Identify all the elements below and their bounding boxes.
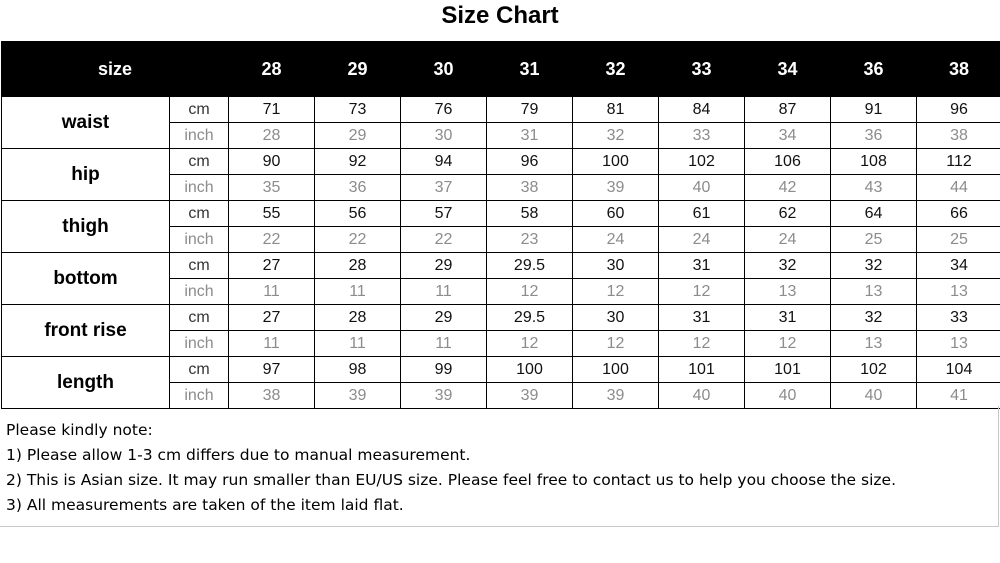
value-cell: 60	[573, 201, 659, 227]
value-cell: 102	[659, 149, 745, 175]
value-cell: 61	[659, 201, 745, 227]
value-cell: 108	[831, 149, 917, 175]
value-cell: 39	[401, 383, 487, 409]
note-item: 1) Please allow 1-3 cm differs due to manual measurement.	[6, 446, 471, 464]
value-cell: 104	[917, 357, 1000, 383]
measurement-row-cm	[2, 253, 1000, 279]
value-cell: 38	[917, 123, 1000, 149]
size-header-cell: 29	[315, 42, 401, 97]
value-cell: 64	[831, 201, 917, 227]
value-cell: 84	[659, 97, 745, 123]
value-cell: 36	[315, 175, 401, 201]
size-header-cell: 33	[659, 42, 745, 97]
value-cell: 12	[659, 279, 745, 305]
value-cell: 25	[831, 227, 917, 253]
value-cell: 22	[401, 227, 487, 253]
value-cell: 40	[745, 383, 831, 409]
value-cell: 30	[401, 123, 487, 149]
size-chart-table	[1, 41, 1000, 409]
measurement-label: hip	[2, 149, 170, 201]
measurement-label: waist	[2, 97, 170, 149]
value-cell: 28	[229, 123, 315, 149]
measurement-row-cm	[2, 305, 1000, 331]
value-cell: 79	[487, 97, 573, 123]
header-row	[2, 42, 1000, 97]
notes-section	[0, 406, 999, 527]
value-cell: 28	[315, 253, 401, 279]
size-header-cell: 38	[917, 42, 1000, 97]
value-cell: 98	[315, 357, 401, 383]
chart-body	[2, 97, 1000, 409]
unit-label: inch	[170, 331, 229, 357]
value-cell: 31	[659, 305, 745, 331]
size-header-cell: 30	[401, 42, 487, 97]
value-cell: 31	[745, 305, 831, 331]
measurement-label: thigh	[2, 201, 170, 253]
value-cell: 58	[487, 201, 573, 227]
value-cell: 12	[745, 331, 831, 357]
value-cell: 12	[659, 331, 745, 357]
value-cell: 23	[487, 227, 573, 253]
notes-heading: Please kindly note:	[6, 421, 153, 439]
value-cell: 12	[487, 279, 573, 305]
value-cell: 30	[573, 253, 659, 279]
unit-label: cm	[170, 357, 229, 383]
value-cell: 36	[831, 123, 917, 149]
value-cell: 11	[315, 331, 401, 357]
value-cell: 100	[487, 357, 573, 383]
value-cell: 39	[573, 383, 659, 409]
note-item: 2) This is Asian size. It may run smaller than EU/US size. Please feel free to contact us to help you choose the size.	[6, 471, 897, 489]
value-cell: 66	[917, 201, 1000, 227]
value-cell: 87	[745, 97, 831, 123]
value-cell: 38	[229, 383, 315, 409]
value-cell: 24	[659, 227, 745, 253]
size-header-cell: 32	[573, 42, 659, 97]
value-cell: 29	[315, 123, 401, 149]
value-cell: 43	[831, 175, 917, 201]
chart-title: Size Chart	[441, 2, 559, 29]
value-cell: 76	[401, 97, 487, 123]
unit-label: cm	[170, 201, 229, 227]
value-cell: 40	[659, 175, 745, 201]
value-cell: 40	[659, 383, 745, 409]
value-cell: 29	[401, 253, 487, 279]
value-cell: 28	[315, 305, 401, 331]
value-cell: 13	[831, 279, 917, 305]
value-cell: 112	[917, 149, 1000, 175]
value-cell: 34	[745, 123, 831, 149]
value-cell: 31	[487, 123, 573, 149]
value-cell: 29	[401, 305, 487, 331]
unit-label: inch	[170, 175, 229, 201]
value-cell: 34	[917, 253, 1000, 279]
value-cell: 73	[315, 97, 401, 123]
value-cell: 38	[487, 175, 573, 201]
value-cell: 33	[917, 305, 1000, 331]
value-cell: 32	[831, 305, 917, 331]
value-cell: 100	[573, 357, 659, 383]
value-cell: 25	[917, 227, 1000, 253]
value-cell: 12	[487, 331, 573, 357]
value-cell: 102	[831, 357, 917, 383]
value-cell: 41	[917, 383, 1000, 409]
value-cell: 13	[831, 331, 917, 357]
value-cell: 100	[573, 149, 659, 175]
value-cell: 92	[315, 149, 401, 175]
value-cell: 32	[831, 253, 917, 279]
value-cell: 11	[315, 279, 401, 305]
value-cell: 24	[745, 227, 831, 253]
size-header-cell: 36	[831, 42, 917, 97]
value-cell: 32	[745, 253, 831, 279]
value-cell: 101	[659, 357, 745, 383]
unit-label: inch	[170, 279, 229, 305]
value-cell: 106	[745, 149, 831, 175]
value-cell: 99	[401, 357, 487, 383]
value-cell: 91	[831, 97, 917, 123]
size-header-cell: 28	[229, 42, 315, 97]
measurement-label: length	[2, 357, 170, 409]
value-cell: 96	[917, 97, 1000, 123]
value-cell: 42	[745, 175, 831, 201]
value-cell: 40	[831, 383, 917, 409]
unit-label: cm	[170, 305, 229, 331]
value-cell: 29.5	[487, 253, 573, 279]
value-cell: 11	[229, 331, 315, 357]
measurement-row-cm	[2, 149, 1000, 175]
value-cell: 97	[229, 357, 315, 383]
measurement-row-cm	[2, 97, 1000, 123]
unit-label: inch	[170, 227, 229, 253]
value-cell: 24	[573, 227, 659, 253]
measurement-row-cm	[2, 357, 1000, 383]
value-cell: 32	[573, 123, 659, 149]
value-cell: 55	[229, 201, 315, 227]
measurement-label: bottom	[2, 253, 170, 305]
value-cell: 57	[401, 201, 487, 227]
unit-label: cm	[170, 97, 229, 123]
unit-label: inch	[170, 383, 229, 409]
size-header-label: size	[2, 42, 229, 97]
value-cell: 62	[745, 201, 831, 227]
value-cell: 11	[229, 279, 315, 305]
value-cell: 29.5	[487, 305, 573, 331]
unit-label: cm	[170, 149, 229, 175]
value-cell: 71	[229, 97, 315, 123]
value-cell: 90	[229, 149, 315, 175]
value-cell: 37	[401, 175, 487, 201]
value-cell: 39	[487, 383, 573, 409]
value-cell: 39	[573, 175, 659, 201]
measurement-row-cm	[2, 201, 1000, 227]
value-cell: 22	[315, 227, 401, 253]
value-cell: 33	[659, 123, 745, 149]
value-cell: 12	[573, 331, 659, 357]
value-cell: 13	[745, 279, 831, 305]
value-cell: 22	[229, 227, 315, 253]
value-cell: 27	[229, 305, 315, 331]
value-cell: 35	[229, 175, 315, 201]
value-cell: 44	[917, 175, 1000, 201]
unit-label: inch	[170, 123, 229, 149]
size-header-cell: 31	[487, 42, 573, 97]
value-cell: 31	[659, 253, 745, 279]
size-header-cell: 34	[745, 42, 831, 97]
value-cell: 11	[401, 279, 487, 305]
value-cell: 13	[917, 331, 1000, 357]
value-cell: 96	[487, 149, 573, 175]
value-cell: 30	[573, 305, 659, 331]
value-cell: 11	[401, 331, 487, 357]
value-cell: 39	[315, 383, 401, 409]
value-cell: 13	[917, 279, 1000, 305]
value-cell: 12	[573, 279, 659, 305]
value-cell: 101	[745, 357, 831, 383]
value-cell: 56	[315, 201, 401, 227]
value-cell: 81	[573, 97, 659, 123]
measurement-label: front rise	[2, 305, 170, 357]
value-cell: 94	[401, 149, 487, 175]
note-item: 3) All measurements are taken of the item laid flat.	[6, 496, 404, 514]
value-cell: 27	[229, 253, 315, 279]
unit-label: cm	[170, 253, 229, 279]
